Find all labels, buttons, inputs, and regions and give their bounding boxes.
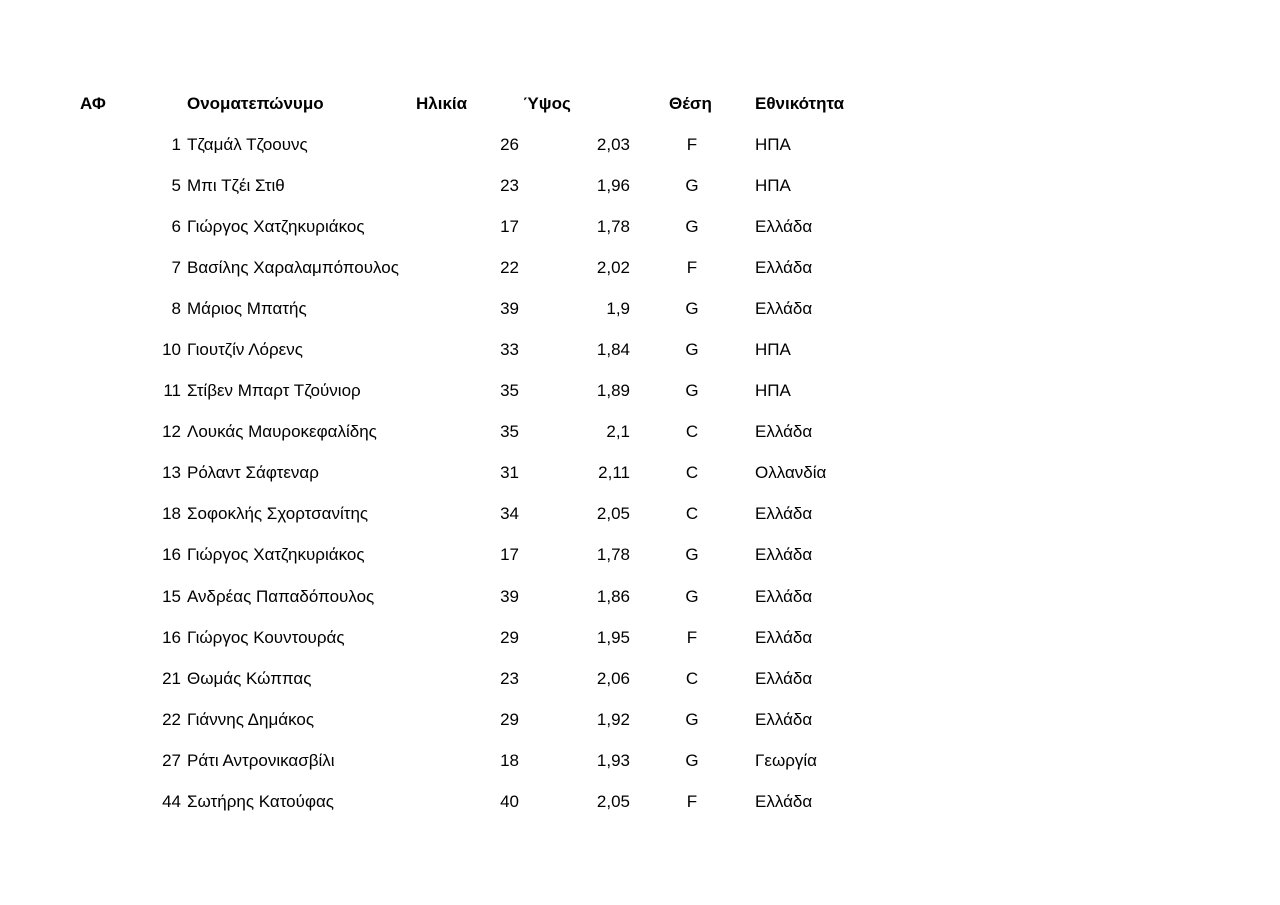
player-age: 40 — [500, 792, 519, 812]
player-position: G — [685, 216, 699, 236]
player-number: 16 — [162, 627, 181, 647]
table-row — [0, 247, 1280, 288]
player-height: 2,03 — [596, 134, 630, 154]
player-number: 13 — [162, 463, 181, 483]
player-nationality: Γεωργία — [755, 750, 817, 770]
player-height: 2,05 — [596, 792, 630, 812]
table-row — [0, 576, 1280, 617]
table-row — [0, 782, 1280, 823]
player-position: C — [685, 504, 699, 524]
player-nationality: Ελλάδα — [755, 545, 813, 565]
table-row — [0, 658, 1280, 699]
player-age: 23 — [500, 175, 519, 195]
player-height: 1,92 — [596, 709, 630, 729]
player-height: 1,93 — [596, 750, 630, 770]
player-position: G — [685, 750, 699, 770]
player-name: Γιουτζίν Λόρενς — [187, 340, 303, 360]
player-position: C — [685, 422, 699, 442]
player-age: 18 — [500, 750, 519, 770]
player-height: 1,86 — [596, 586, 630, 606]
table-row — [0, 535, 1280, 576]
header-age: Ηλικία — [416, 94, 468, 113]
player-age: 39 — [500, 586, 519, 606]
header-name: Ονοματεπώνυμο — [187, 94, 324, 113]
player-age: 26 — [500, 134, 519, 154]
player-number: 8 — [171, 298, 181, 318]
player-nationality: Ελλάδα — [755, 792, 813, 812]
player-name: Ανδρέας Παπαδόπουλος — [187, 586, 375, 606]
player-position: G — [685, 586, 699, 606]
player-position: F — [686, 627, 698, 647]
player-height: 2,11 — [598, 463, 630, 483]
player-height: 2,1 — [606, 422, 630, 442]
player-name: Μάριος Μπατής — [187, 298, 307, 318]
player-age: 34 — [500, 504, 519, 524]
player-height: 2,06 — [596, 668, 630, 688]
player-height: 1,78 — [596, 545, 630, 565]
player-nationality: ΗΠΑ — [755, 381, 791, 401]
player-number: 18 — [162, 504, 181, 524]
player-nationality: ΗΠΑ — [755, 175, 791, 195]
player-nationality: Ελλάδα — [755, 627, 813, 647]
player-name: Στίβεν Μπαρτ Τζούνιορ — [187, 381, 361, 401]
player-nationality: ΗΠΑ — [755, 340, 791, 360]
player-name: Τζαμάλ Τζοουνς — [187, 134, 308, 154]
player-position: F — [686, 257, 698, 277]
player-nationality: Ελλάδα — [755, 216, 813, 236]
table-row — [0, 494, 1280, 535]
table-header — [0, 92, 1280, 116]
player-height: 1,89 — [596, 381, 630, 401]
player-name: Θωμάς Κώππας — [187, 668, 312, 688]
player-number: 6 — [171, 216, 181, 236]
player-nationality: Ελλάδα — [755, 257, 813, 277]
player-number: 21 — [162, 668, 181, 688]
player-height: 1,84 — [596, 340, 630, 360]
player-position: C — [685, 463, 699, 483]
table-row — [0, 453, 1280, 494]
player-height: 2,05 — [596, 504, 630, 524]
player-age: 23 — [500, 668, 519, 688]
player-name: Βασίλης Χαραλαμπόπουλος — [187, 257, 399, 277]
table-row — [0, 699, 1280, 740]
player-height: 1,95 — [596, 627, 630, 647]
player-name: Λουκάς Μαυροκεφαλίδης — [187, 422, 377, 442]
player-height: 1,78 — [596, 216, 630, 236]
player-number: 5 — [171, 175, 181, 195]
header-nationality: Εθνικότητα — [755, 94, 845, 113]
player-number: 11 — [163, 381, 181, 401]
header-af: ΑΦ — [80, 94, 106, 113]
player-nationality: Ελλάδα — [755, 586, 813, 606]
player-position: G — [685, 545, 699, 565]
player-age: 22 — [500, 257, 519, 277]
player-position: C — [685, 668, 699, 688]
player-position: G — [685, 340, 699, 360]
player-number: 22 — [162, 709, 181, 729]
header-height: Ύψος — [523, 94, 571, 113]
player-name: Ράτι Αντρονικασβίλι — [187, 750, 335, 770]
player-name: Γιώργος Κουντουράς — [187, 627, 345, 647]
player-age: 35 — [500, 381, 519, 401]
player-number: 27 — [162, 750, 181, 770]
player-age: 29 — [500, 627, 519, 647]
player-age: 17 — [500, 216, 519, 236]
table-row — [0, 617, 1280, 658]
player-nationality: ΗΠΑ — [755, 134, 791, 154]
table-row — [0, 206, 1280, 247]
player-nationality: Ελλάδα — [755, 298, 813, 318]
player-number: 12 — [162, 422, 181, 442]
player-name: Γιώργος Χατζηκυριάκος — [187, 216, 365, 236]
player-name: Μπι Τζέι Στιθ — [187, 175, 285, 195]
player-height: 1,96 — [596, 175, 630, 195]
player-number: 15 — [162, 586, 181, 606]
player-name: Γιώργος Χατζηκυριάκος — [187, 545, 365, 565]
player-name: Σωτήρης Κατούφας — [187, 792, 334, 812]
player-height: 2,02 — [596, 257, 630, 277]
player-age: 29 — [500, 709, 519, 729]
player-number: 10 — [162, 340, 181, 360]
table-row — [0, 329, 1280, 370]
player-age: 17 — [500, 545, 519, 565]
player-number: 7 — [171, 257, 181, 277]
table-row — [0, 740, 1280, 781]
table-row — [0, 165, 1280, 206]
header-position: Θέση — [669, 94, 712, 113]
player-position: G — [685, 381, 699, 401]
table-row — [0, 124, 1280, 165]
player-nationality: Ελλάδα — [755, 668, 813, 688]
player-name: Γιάννης Δημάκος — [187, 709, 315, 729]
table-row — [0, 371, 1280, 412]
roster-rows — [0, 124, 1280, 823]
player-name: Ρόλαντ Σάφτεναρ — [187, 463, 319, 483]
player-name: Σοφοκλής Σχορτσανίτης — [187, 504, 369, 524]
player-position: F — [686, 792, 698, 812]
player-nationality: Ελλάδα — [755, 504, 813, 524]
player-number: 44 — [162, 792, 181, 812]
player-position: G — [685, 298, 699, 318]
player-age: 31 — [500, 463, 519, 483]
table-row — [0, 288, 1280, 329]
player-height: 1,9 — [606, 298, 630, 318]
player-position: G — [685, 709, 699, 729]
player-nationality: Ολλανδία — [755, 463, 827, 483]
player-age: 33 — [500, 340, 519, 360]
player-position: F — [686, 134, 698, 154]
player-nationality: Ελλάδα — [755, 422, 813, 442]
player-age: 35 — [500, 422, 519, 442]
player-number: 16 — [162, 545, 181, 565]
player-nationality: Ελλάδα — [755, 709, 813, 729]
player-age: 39 — [500, 298, 519, 318]
table-row — [0, 412, 1280, 453]
player-position: G — [685, 175, 699, 195]
player-number: 1 — [171, 134, 181, 154]
